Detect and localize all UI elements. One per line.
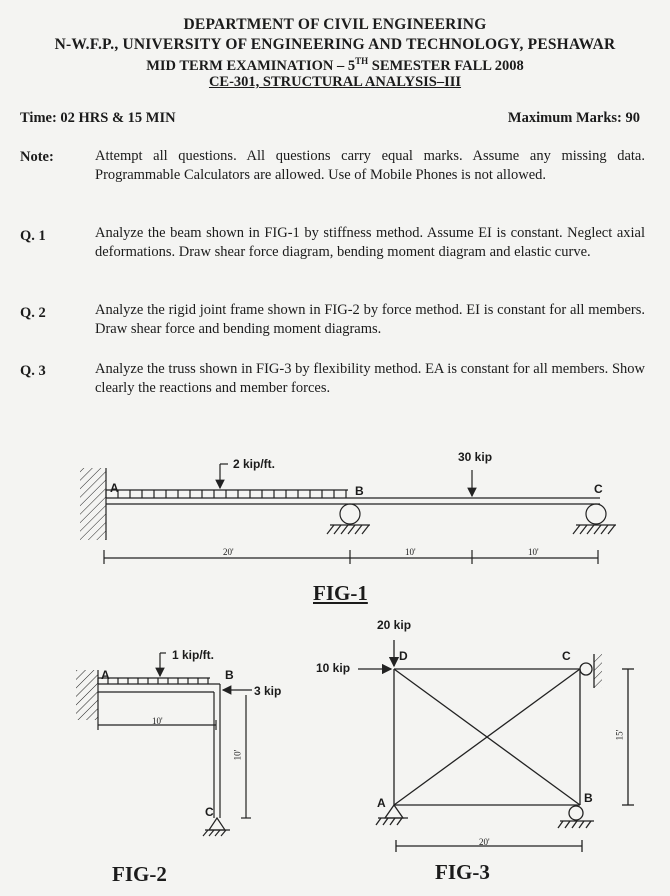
fig3-dim-width-label: 20' — [479, 837, 490, 847]
fig2-node-a: A — [101, 668, 110, 682]
fig1-node-a: A — [110, 481, 119, 495]
department-title: DEPARTMENT OF CIVIL ENGINEERING — [183, 16, 487, 33]
fig1-udl-label: 2 kip/ft. — [233, 457, 276, 471]
fig1-node-b: B — [355, 484, 364, 498]
maximum-marks: Maximum Marks: 90 — [507, 110, 640, 126]
fig2-caption: FIG-2 — [112, 862, 167, 886]
fig3-node-c: C — [562, 649, 571, 663]
course-title: CE-301, STRUCTURAL ANALYSIS–III — [208, 74, 462, 90]
fig1-udl — [106, 464, 348, 498]
fig3-drawing — [358, 640, 634, 852]
fig1-point-load-label: 30 kip — [458, 450, 493, 464]
fig1-dim-load-c-label: 10' — [528, 547, 539, 557]
question-1-label: Q. 1 — [20, 228, 46, 244]
fig2-dim-bc-label: 10' — [232, 749, 243, 761]
exam-title-prefix: MID TERM EXAMINATION – 5 — [146, 57, 356, 74]
note-label: Note: — [20, 149, 54, 165]
fig3-caption: FIG-3 — [435, 860, 490, 884]
fig1-roller-b — [327, 504, 370, 534]
fig2-dim-ab-label: 10' — [152, 716, 163, 726]
fig3-vertical-load-label: 20 kip — [377, 618, 412, 632]
fig3-node-d: D — [399, 649, 408, 663]
fig3-roller-b — [558, 806, 594, 828]
fig2-node-b: B — [225, 668, 234, 682]
fig1-fixed-support — [80, 468, 106, 540]
question-3-text: Analyze the truss shown in FIG-3 by flexibility method. EA is constant for all members. Show clearly the reactions and member forces. — [95, 361, 645, 396]
fig1-roller-c — [573, 504, 616, 534]
fig3-node-a: A — [377, 796, 386, 810]
fig1-dim-ab-label: 20' — [223, 547, 234, 557]
exam-title-sup: TH — [355, 56, 369, 66]
fig3-roller-c — [580, 654, 602, 688]
fig3-node-b: B — [584, 791, 593, 805]
question-3-label: Q. 3 — [20, 363, 46, 379]
question-2-text: Analyze the rigid joint frame shown in FIG-2 by force method. EI is constant for all members. Draw shear force and bending moment diagrams. — [95, 302, 645, 337]
fig1-dim-b-load-label: 10' — [405, 547, 416, 557]
fig2-side-load-label: 3 kip — [254, 684, 282, 698]
fig3-dim-height-label: 15' — [614, 729, 625, 741]
question-1-text: Analyze the beam shown in FIG-1 by stiffness method. Assume EI is constant. Neglect axial deformations. Draw shear force diagram, bending moment diagram and elastic curve. — [95, 225, 645, 260]
exam-title-suffix: SEMESTER FALL 2008 — [368, 57, 524, 74]
fig2-fixed-support — [76, 670, 98, 720]
fig3-horizontal-load-label: 10 kip — [316, 661, 351, 675]
time-allowed: Time: 02 HRS & 15 MIN — [20, 110, 176, 126]
fig2-udl-label: 1 kip/ft. — [172, 648, 215, 662]
fig2-pin-c — [203, 818, 230, 836]
university-name: N-W.F.P., UNIVERSITY OF ENGINEERING AND TECHNOLOGY, PESHAWAR — [54, 36, 616, 53]
note-text: Attempt all questions. All questions carry equal marks. Assume any missing data. Programmable Calculators are allowed. Use of Mobile Phones is not allowed. — [95, 148, 645, 183]
question-2-label: Q. 2 — [20, 305, 46, 321]
fig1-node-c: C — [594, 482, 603, 496]
fig1-caption: FIG-1 — [313, 581, 368, 605]
fig2-node-c: C — [205, 805, 214, 819]
